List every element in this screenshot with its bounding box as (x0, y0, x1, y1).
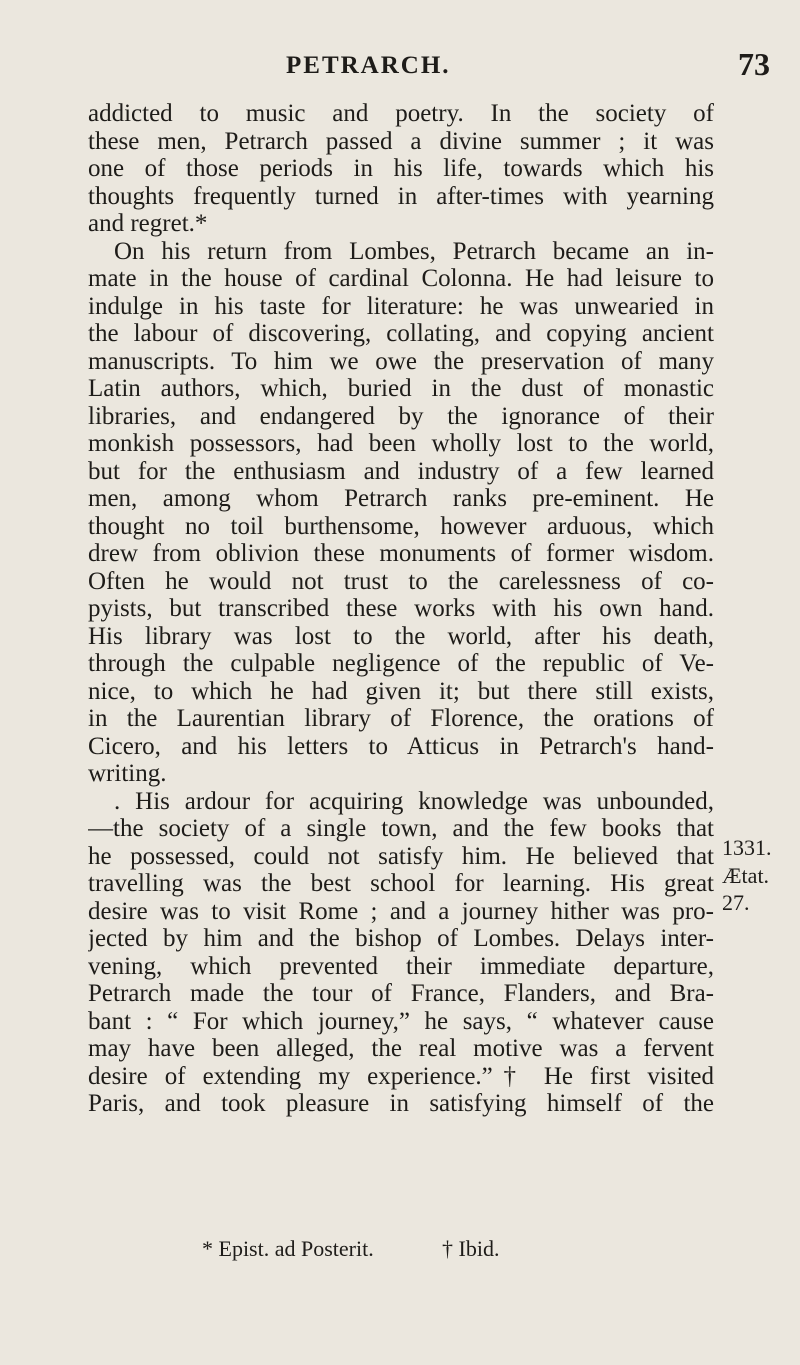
margin-notes (722, 834, 800, 917)
text-line: mate in the house of cardinal Colonna. He had leisure to (88, 265, 714, 292)
text-line: manuscripts. To him we owe the preservation of many (88, 347, 714, 375)
text-line: Latin authors, which, buried in the dust of monastic (88, 375, 714, 402)
text-line: Petrarch made the tour of France, Flanders, and Bra- (88, 980, 714, 1007)
text-line: bant : “ For which journey,” he says, “ whatever cause (88, 1007, 714, 1035)
text-line: Often he would not trust to the carelessness of co- (88, 567, 714, 595)
text-line: the labour of discovering, collating, and copying ancient (88, 320, 714, 347)
text-line: pyists, but transcribed these works with his own hand. (88, 595, 714, 622)
text-line: thoughts frequently turned in after-times with yearning (88, 182, 714, 210)
text-line: His library was lost to the world, after his death, (88, 622, 714, 650)
body-text (88, 100, 714, 1118)
text-line: addicted to music and poetry. In the society of (88, 100, 714, 127)
margin-note-aetat: Ætat. (722, 862, 770, 888)
text-line: thought no toil burthensome, however arduous, which (88, 512, 714, 540)
margin-note-age: 27. (722, 890, 750, 915)
text-line: libraries, and endangered by the ignorance of their (88, 402, 714, 430)
text-line: On his return from Lombes, Petrarch became an in- (114, 237, 714, 265)
text-line: Cicero, and his letters to Atticus in Petrarch's hand- (88, 732, 714, 760)
text-line: may have been alleged, the real motive was a fervent (88, 1035, 714, 1062)
text-line: indulge in his taste for literature: he was unwearied in (88, 292, 714, 320)
running-head (0, 46, 800, 86)
text-line: but for the enthusiasm and industry of a few learned (88, 457, 714, 485)
text-line: . His ardour for acquiring knowledge was unbounded, (114, 787, 714, 815)
text-line: desire was to visit Rome ; and a journey hither was pro- (88, 897, 714, 925)
running-title: PETRARCH. (286, 52, 451, 79)
footnote: † Ibid. (442, 1236, 500, 1261)
text-line: Paris, and took pleasure in satisfying himself of the (88, 1090, 714, 1117)
text-line: —the society of a single town, and the few books that (88, 815, 714, 842)
margin-note-year: 1331. (722, 835, 772, 860)
text-line: these men, Petrarch passed a divine summer ; it was (88, 127, 714, 155)
text-line: in the Laurentian library of Florence, the orations of (88, 705, 714, 732)
text-line: vening, which prevented their immediate departure, (88, 952, 714, 980)
text-line: monkish possessors, had been wholly lost to the world, (88, 430, 714, 457)
footnotes (0, 1236, 800, 1268)
text-line: travelling was the best school for learning. His great (88, 870, 714, 897)
text-line: through the culpable negligence of the republic of Ve- (88, 650, 714, 677)
text-line: desire of extending my experience.”† He first visited (88, 1062, 714, 1090)
text-line: jected by him and the bishop of Lombes. Delays inter- (88, 925, 714, 952)
text-line: he possessed, could not satisfy him. He believed that (88, 842, 714, 870)
text-line: and regret.* (88, 210, 208, 237)
text-line: nice, to which he had given it; but there still exists, (88, 677, 714, 705)
footnote: * Epist. ad Posterit. (202, 1236, 374, 1261)
text-line: one of those periods in his life, towards which his (88, 155, 714, 182)
page-number: 73 (738, 46, 770, 82)
text-line: writing. (88, 760, 167, 787)
text-line: men, among whom Petrarch ranks pre-eminent. He (88, 485, 714, 512)
text-line: drew from oblivion these monuments of former wisdom. (88, 540, 714, 567)
